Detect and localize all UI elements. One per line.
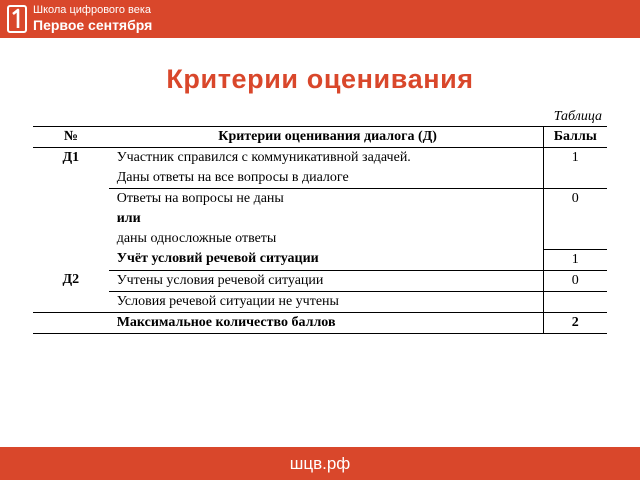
table-row	[33, 209, 607, 229]
criterion-number-d1: Д1	[62, 150, 80, 165]
table-caption: Таблица	[553, 109, 602, 124]
criteria-table	[33, 126, 607, 334]
table-header-row	[33, 127, 607, 148]
total-number-cell	[33, 312, 109, 333]
brand-title: Первое сентября	[33, 17, 153, 33]
table-row	[33, 189, 607, 210]
criterion-text: или	[116, 211, 141, 226]
criterion-text: Учтены условия речевой ситуации	[109, 270, 543, 291]
score-cell: 1	[543, 249, 607, 270]
score-cell: 1	[543, 148, 607, 189]
total-label: Максимальное количество баллов	[116, 314, 336, 330]
criterion-text: Участник справился с коммуникативной задачей.	[116, 150, 411, 165]
table-row	[33, 249, 607, 270]
table-row	[33, 291, 607, 312]
criterion-text: Учёт условий речевой ситуации	[109, 249, 543, 270]
table-row	[33, 148, 607, 169]
footer-site: шцв.рф	[289, 454, 351, 473]
table-total-row	[33, 312, 607, 333]
criterion-text: Ответы на вопросы не даны	[116, 191, 284, 206]
school-logo-icon	[7, 5, 27, 33]
criterion-text: даны односложные ответы	[116, 231, 277, 246]
slide-title: Критерии оценивания	[166, 64, 474, 94]
table-row	[33, 168, 607, 189]
criterion-text: Условия речевой ситуации не учтены	[109, 291, 543, 312]
brand-subtitle: Школа цифрового века	[33, 4, 152, 16]
total-value: 2	[543, 312, 607, 333]
criterion-text: Даны ответы на все вопросы в диалоге	[109, 168, 543, 189]
score-cell	[543, 291, 607, 312]
criterion-number-d2: Д2	[33, 249, 109, 312]
column-header-score: Баллы	[543, 127, 607, 148]
footer-bar	[0, 447, 640, 480]
column-header-criteria: Критерии оценивания диалога (Д)	[109, 127, 543, 148]
score-cell: 0	[543, 270, 607, 291]
column-header-number: №	[33, 127, 109, 148]
header-bar	[0, 0, 640, 38]
table-row	[33, 270, 607, 291]
score-cell: 0	[543, 189, 607, 250]
table-row	[33, 229, 607, 249]
